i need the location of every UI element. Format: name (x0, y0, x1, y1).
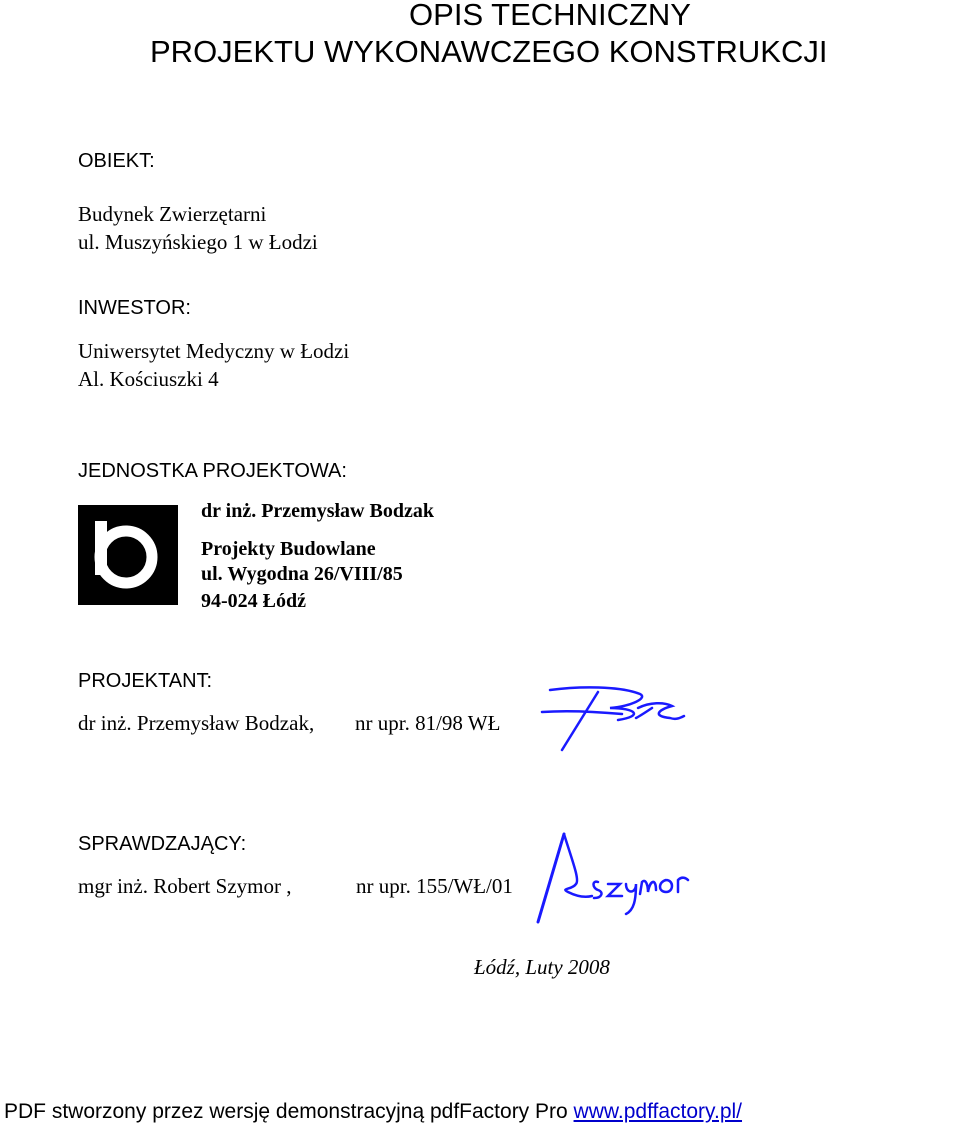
projektant-license: nr upr. 81/98 WŁ (355, 711, 501, 735)
obiekt-address: ul. Muszyńskiego 1 w Łodzi (78, 230, 318, 254)
jednostka-city: 94-024 Łódź (201, 590, 306, 612)
jednostka-person: dr inż. Przemysław Bodzak (201, 500, 434, 522)
inwestor-name: Uniwersytet Medyczny w Łodzi (78, 339, 350, 363)
footer-note: PDF stworzony przez wersję demonstracyjną pdfFactory Pro (4, 1100, 574, 1123)
obiekt-label: OBIEKT: (78, 150, 155, 172)
obiekt-name: Budynek Zwierzętarni (78, 202, 267, 226)
footer-link[interactable]: www.pdffactory.pl/ (573, 1100, 743, 1123)
place-date: Łódź, Luty 2008 (474, 955, 610, 979)
inwestor-label: INWESTOR: (78, 297, 191, 319)
page-title-line2: PROJEKTU WYKONAWCZEGO KONSTRUKCJI (150, 34, 828, 69)
jednostka-label: JEDNOSTKA PROJEKTOWA: (78, 460, 347, 482)
projektant-signature (540, 682, 690, 759)
sprawdzajacy-name: mgr inż. Robert Szymor , (78, 874, 292, 898)
projektant-label: PROJEKTANT: (78, 670, 213, 692)
jednostka-company: Projekty Budowlane (201, 538, 376, 560)
jednostka-street: ul. Wygodna 26/VIII/85 (201, 563, 403, 585)
footer-text (4, 1100, 742, 1124)
inwestor-address: Al. Kościuszki 4 (78, 367, 219, 391)
projektant-name: dr inż. Przemysław Bodzak, (78, 711, 315, 735)
sprawdzajacy-license: nr upr. 155/WŁ/01 (356, 874, 513, 898)
sprawdzajacy-label: SPRAWDZAJĄCY: (78, 833, 247, 855)
page-title-line1: OPIS TECHNICZNY (409, 0, 691, 32)
sprawdzajacy-signature (532, 830, 692, 935)
b-logo-icon (78, 505, 178, 605)
